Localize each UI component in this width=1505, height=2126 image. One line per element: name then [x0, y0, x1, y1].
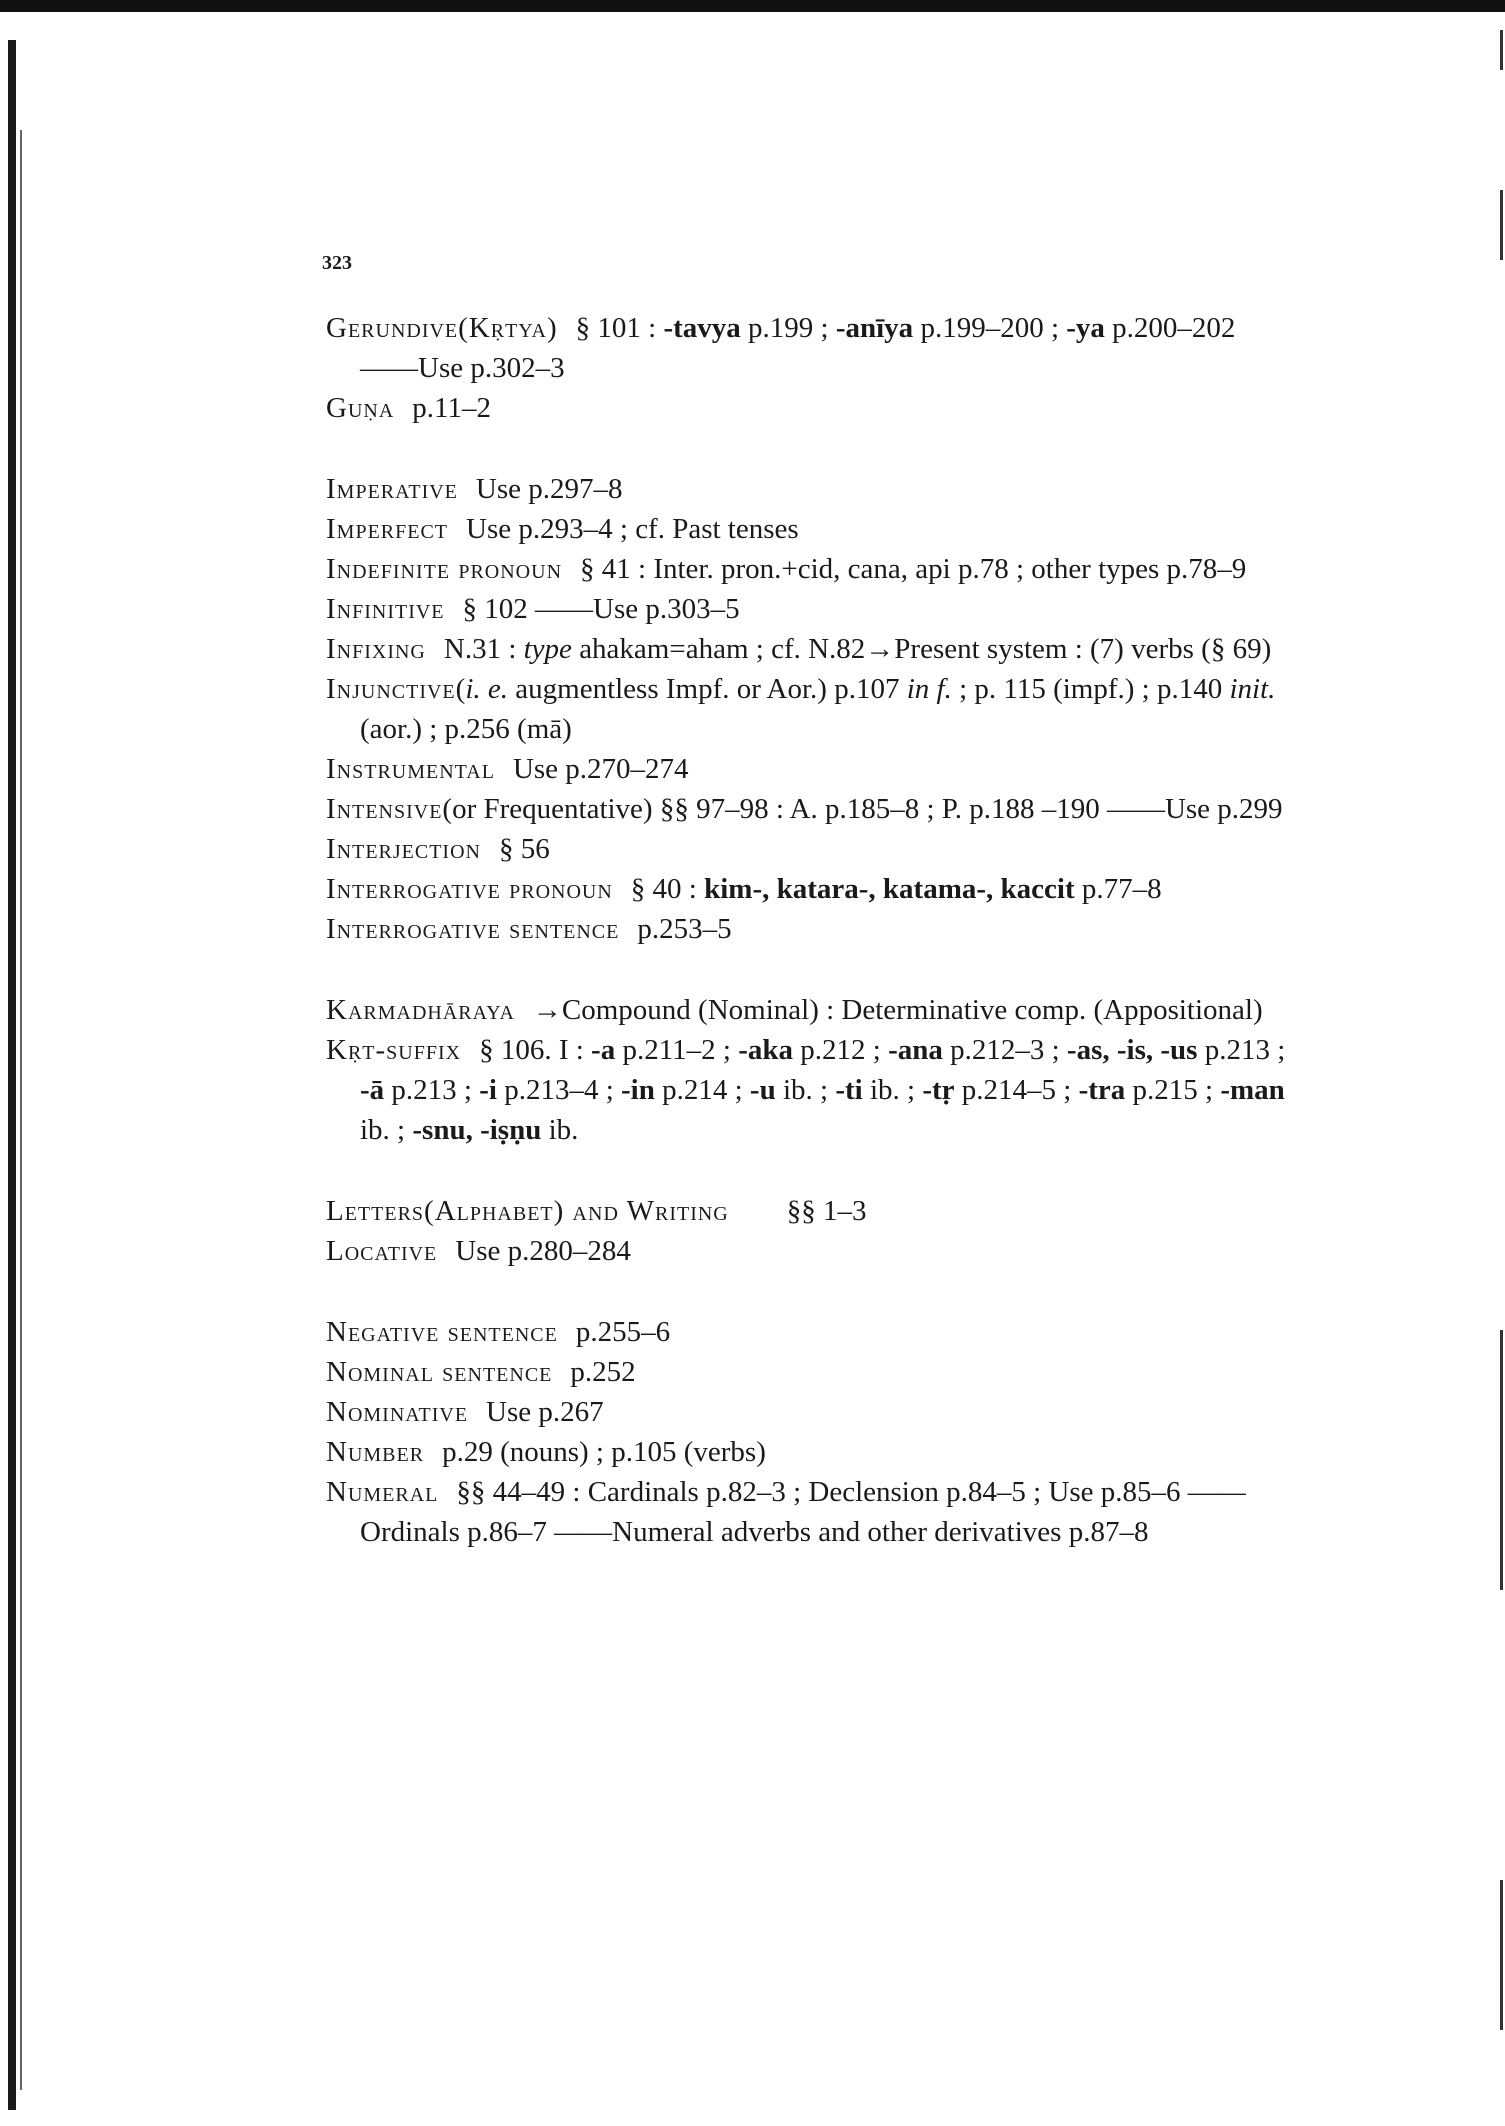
entry-infixing: Infixing N.31 : type ahakam=aham ; cf. N.82→Present system : (7) verbs (§ 69) [326, 633, 1272, 665]
entry-negative-sentence: Negative sentence p.255–6 [326, 1316, 671, 1348]
entry-instrumental: Instrumental Use p.270–274 [326, 753, 689, 785]
scan-top-border [0, 0, 1505, 12]
entry-head: Interrogative pronoun [326, 873, 613, 905]
entry-head: Karmadhāraya [326, 994, 515, 1026]
entry-head: Nominative [326, 1396, 469, 1428]
entry-nominative: Nominative Use p.267 [326, 1396, 604, 1428]
scan-right-mark [1500, 190, 1503, 260]
entry-head: Infixing [326, 633, 426, 665]
entry-number: Number p.29 (nouns) ; p.105 (verbs) [326, 1436, 766, 1468]
scan-right-mark [1500, 1880, 1503, 2030]
entry-head: Gerundive(Kṛtya) [326, 312, 558, 344]
entry-head: Guṇa [326, 392, 395, 424]
entry-karmadharaya: Karmadhāraya →Compound (Nominal) : Determinative comp. (Appositional) [326, 994, 1263, 1026]
scan-right-mark [1500, 1330, 1503, 1590]
entry-head: Interrogative sentence [326, 913, 620, 945]
entry-interrogative-pronoun: Interrogative pronoun § 40 : kim-, katara-, katama-, kaccit p.77–8 [326, 873, 1162, 905]
entry-letters: Letters(Alphabet) and Writing §§ 1–3 [326, 1195, 867, 1227]
scan-left-border [8, 40, 16, 2110]
entry-head: Letters [326, 1195, 425, 1227]
index-list [326, 308, 1296, 1552]
entry-head: Injunctive [326, 673, 456, 705]
entry-head: Negative sentence [326, 1316, 558, 1348]
entry-head: Numeral [326, 1476, 439, 1508]
entry-injunctive: Injunctive(i. e. augmentless Impf. or Aor.) p.107 in f. ; p. 115 (impf.) ; p.140 init. (aor.) ; p.256 (mā) [326, 673, 1276, 745]
entry-interrogative-sentence: Interrogative sentence p.253–5 [326, 913, 732, 945]
entry-head: Kṛt-suffix [326, 1034, 462, 1066]
entry-infinitive: Infinitive § 102 ——Use p.303–5 [326, 593, 740, 625]
entry-head: Intensive [326, 793, 443, 825]
entry-head: Indefinite pronoun [326, 553, 563, 585]
entry-nominal-sentence: Nominal sentence p.252 [326, 1356, 636, 1388]
entry-head: Number [326, 1436, 425, 1468]
page-number: 323 [322, 252, 352, 274]
entry-head: Locative [326, 1235, 438, 1267]
entry-numeral: Numeral §§ 44–49 : Cardinals p.82–3 ; Declension p.84–5 ; Use p.85–6 ——Ordinals p.86–7 ——Numeral adverbs and other derivatives p.87–8 [326, 1476, 1246, 1548]
entry-guna: Guṇa p.11–2 [326, 392, 491, 424]
entry-interjection: Interjection § 56 [326, 833, 550, 865]
entry-head: Nominal sentence [326, 1356, 553, 1388]
entry-locative: Locative Use p.280–284 [326, 1235, 631, 1267]
entry-indefinite-pronoun: Indefinite pronoun § 41 : Inter. pron.+cid, cana, api p.78 ; other types p.78–9 [326, 553, 1247, 585]
entry-imperfect: Imperfect Use p.293–4 ; cf. Past tenses [326, 513, 799, 545]
scan-left-shadow [20, 130, 22, 2090]
entry-gerundive: Gerundive(Kṛtya) § 101 : -tavya p.199 ; -anīya p.199–200 ; -ya p.200–202 ——Use p.302–3 [326, 312, 1236, 384]
entry-head: Instrumental [326, 753, 495, 785]
entry-head: Imperfect [326, 513, 449, 545]
entry-head: Imperative [326, 473, 458, 505]
entry-krt-suffix: Kṛt-suffix § 106. I : -a p.211–2 ; -aka p.212 ; -ana p.212–3 ; -as, -is, -us p.213 ; -ā p.213 ; -i p.213–4 ; -in p.214 ; -u ib. ; -ti ib. ; -tṛ p.214–5 ; -tra p.215 ; -man ib. ; -snu, -iṣṇu ib. [326, 1034, 1286, 1146]
scan-right-mark [1500, 30, 1503, 70]
entry-head: Interjection [326, 833, 481, 865]
entry-imperative: Imperative Use p.297–8 [326, 473, 623, 505]
entry-head: Infinitive [326, 593, 445, 625]
entry-intensive: Intensive(or Frequentative) §§ 97–98 : A. p.185–8 ; P. p.188 –190 ——Use p.299 [326, 793, 1283, 825]
